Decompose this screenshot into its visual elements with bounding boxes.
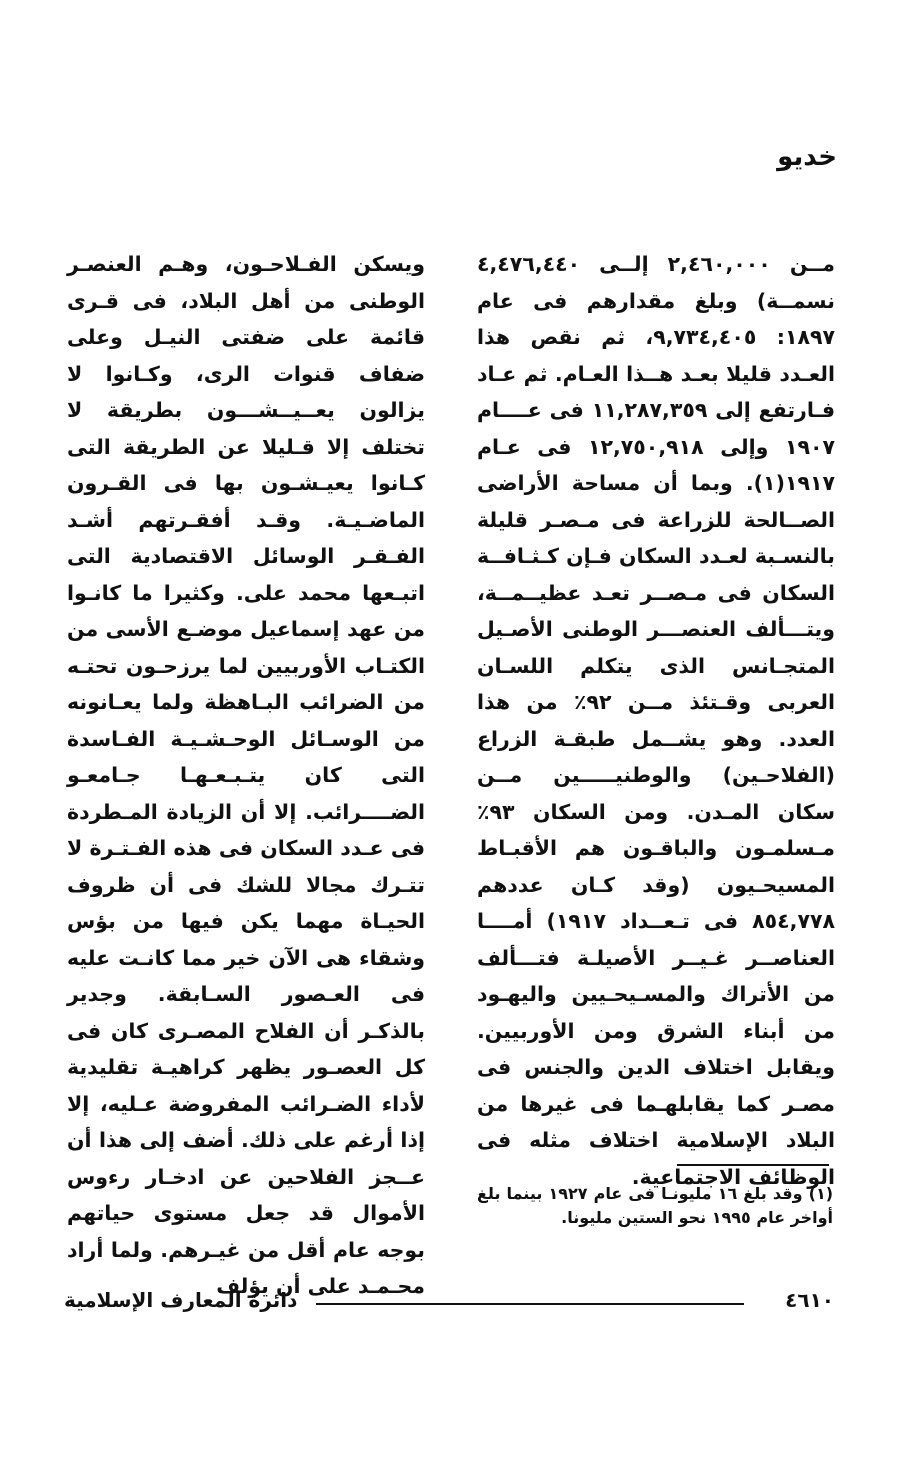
- page-footer: [64, 1288, 834, 1318]
- text-column-right: مــن ٢,٤٦٠,٠٠٠ إلــى ٤,٤٧٦,٤٤٠ نسمــة) وبلغ مقدارهم فى عام ١٨٩٧: ٩,٧٣٤,٤٠٥، ثم نقص هذا العـدد قليلا بعـد هــذا العـام. ثم عـاد فـارتفع إلى ١١,٢٨٧,٣٥٩ فى عــــام ١٩٠٧ وإلى ١٢,٧٥٠,٩١٨ فى عـام ١٩١٧(١). وبما أن مساحة الأراضى الصــالحة للزراعة فى مـصـر قليلة بالنسـبة لعـدد السكان فـإن كـثـافــة السكان فى مـصــر تعـد عظيــمــة، ويتـــألف العنصـــر الوطنى الأصـيل المتجـانس الذى يتكلم اللسـان العربى وقـتئذ مــن ٩٢٪ من هذا العدد. وهو يشــمل طبقـة الزراع (الفلاحـين) والوطنيـــــين مــن سكان المـدن. ومن السكان ٩٣٪ مـسلمـون والباقـون هم الأقبـاط المسيحـيون (وقد كـان عددهم ٨٥٤,٧٧٨ فى تـعــداد ١٩١٧) أمــــا العناصــر غـيــر الأصيلـة فتـــألف من الأتراك والمسـيحـيين واليهـود من أبناء الشرق ومن الأوربيين. ويقابل اختلاف الدين والجنس فى مصـر كما يقابلهـما فى غيرها من البلاد الإسلامية اختلاف مثله فى الوظائف الاجتماعية.: [477, 252, 835, 1189]
- page-number: ٤٦١٠: [785, 1288, 834, 1312]
- text-column-left: ويسكن الفـلاحـون، وهـم العنصـر الوطنى من أهل البلاد، فى قـرى قائمة على ضفتى النيـل وعلى ضفاف قنوات الرى، وكـانوا لا يزالون يعــيــشـــون بطريقة لا تختلف إلا قـليلا عن الطريقة التى كـانوا يعيـشـون بها فى القـرون الماضـيـة. وقـد أفقـرتهم أشـد الفـقـر الوسائل الاقتصادية التى اتبـعها محمد على. وكثيرا ما كانـوا من عهد إسماعيل موضـع الأسى من الكتـاب الأوربيين لما يرزحـون تحتـه من الضرائب البـاهظة ولما يعـانونه من الوسـائل الوحـشـيـة الفـاسدة التى كان يتـبـعـهـا جـامعـو الضــــرائب. إلا أن الزيادة المـطردة فى عـدد السكان فى هذه الفـتـرة لا تتـرك مجالا للشك فى أن ظروف الحيـاة مهما يكن فيها من بؤس وشقاء هى الآن خير مما كانـت عليه فى العـصور السـابقة. وجدير بالذكـر أن الفلاح المصـرى كان فى كل العصـور يظهر كراهيـة تقليدية لأداء الضـرائب المفروضة عـليه، إلا إذا أرغم على ذلك. أضف إلى هذا أن عــجز الفلاحين عن ادخـار رءوس الأموال قد جعل مستوى حياتهم بوجه عام أقل من غيـرهم. ولما أراد محـمـد على أن يؤلف: [67, 252, 425, 1298]
- running-header: خديو: [777, 142, 837, 172]
- publication-title: دائرة المعارف الإسلامية: [64, 1288, 298, 1312]
- footer-divider: [316, 1303, 744, 1305]
- footnote: (١) وقد بلغ ١٦ مليونـا فى عام ١٩٢٧ بينما بلغ أواخر عام ١٩٩٥ نحو الستين مليونا.: [477, 1184, 834, 1227]
- footnote-divider: [677, 1164, 829, 1166]
